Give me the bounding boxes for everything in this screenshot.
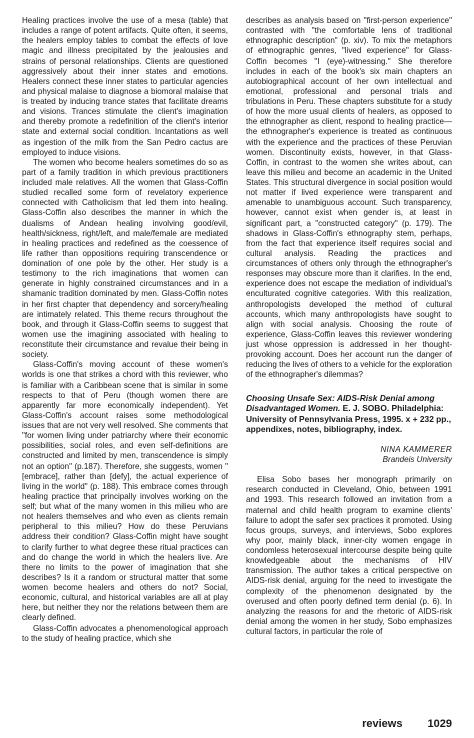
review-citation: E. J. SOBO. Philadelphia: University of Pennsylvania Press, 1995. x + 232 pp., appendixes, notes, bibliography, index. [246, 403, 452, 435]
page-footer [362, 718, 452, 730]
paragraph: Glass-Coffin's moving account of these women's worlds is one that strikes a chord with this reviewer, who is familiar with a Caribbean scene that is similar in some respects to that of Peru (though women there are apparently far more economically independent). Yet Glass-Coffin's account raises some methodological issues that are not very well resolved. She comments that "for women living under patriarchy where their economic possibilities, social roles, and even self-definitions are constructed and limited by men, transcendence is simply not an option" (p.187). Therefore, she suggests, women "[embrace], rather than [defy], the actual experience of living in the world" (p. 188). This embrace comes through healing practice that principally involves working on the self; but what of the many women in this milieu who are not healers themselves and who even as clients remain peripheral to this milieu? How do these Peruvians address their condition? Glass-Coffin might have sought to clarify further to what degree these ritual practices can and do change the world in which the healers live. Are there no limits to the power of imagination that she describes? Is it a random or structural matter that some women become healers and others do not? Social, economic, cultural, and historical variables are all at play here, but neither they nor the relations between them are clearly defined. [22, 360, 228, 623]
left-column [22, 16, 228, 644]
spacer [246, 465, 452, 475]
review-heading [246, 393, 452, 435]
reviewer-block [246, 445, 452, 465]
paragraph: Elisa Sobo bases her monograph primarily on research conducted in Cleveland, Ohio, between 1991 and 1993. This research followed an invitation from a maternal and child health program to examine clients' failure to adopt the safer sex practices it promoted. Using focus groups, surveys, and interviews, Sobo explores why poor, mainly black, inner-city women engage in condomless heterosexual intercourse despite being quite knowledgeable about the mechanisms of HIV transmission. The author takes a critical perspective on AIDS-risk denial, arguing for the need to investigate the complexity of the phenomenon designated by the overused and often poorly defined term denial (p. 6). In analyzing the reasons for and the rhetoric of AIDS-risk denial among the women in her study, Sobo emphasizes cultural factors, in particular the role of [246, 475, 452, 636]
paragraph: The women who become healers sometimes do so as part of a family tradition in which previous practitioners included male relatives. All the women that Glass-Coffin studied recalled some form of revelatory experience connected with Catholicism that led them into healing. Glass-Coffin also describes the manner in which the dualisms of Andean healing involving good/evil, health/sickness, right/left, and male/female are mediated in healing practices and redefined as the coessence of life rather than oppositions requiring transcendence or domination of one pole by the other. Her study is a testimony to the rich imaginations that women can generate in highly constrained circumstances and in a shamanic tradition dominated by men. Glass-Coffin notes in her first chapter that dependency and sorcery/healing are intimately related. This theme recurs throughout the book, and through it Glass-Coffin seems to suggest that women use the imagining associated with healing to reconstitute their circumstance and revalue their being in society. [22, 157, 228, 360]
paragraph: describes as analysis based on "first-person experience" contrasted with "the comfortable lens of traditional ethnographic description" (p. xiv). To mix the metaphors of ethnographic genres, "lived experience" for Glass-Coffin becomes "I (eye)-witnessing." She therefore includes in each of the book's six main chapters an autobiographical account of her own intellectual and emotional, professional and personal trials and tribulations in Peru. These chapters substitute for a study of how the more usual clients of healers, as opposed to the ethnographer as client, respond to healing practice—the ethnographer's experience is treated as continuous with the experience and the practices of these Peruvian women. Discontinuity exists, however, in that Glass-Coffin, in contrast to the women she writes about, can leave this milieu and become an academic in the United States. This structural divergence in social position would not matter if lived experience were transparent and amenable to unambiguous account. Such transparency, however, cannot exist when gender is, at least in significant part, a "constructed category" (p. 179). The shadows in Glass-Coffin's ethnography stem, perhaps, from the fact that experience itself requires social and cultural analysis. Reading the practices and circumstances of others only through the ethnographer's responses may obscure more than it clarifies. In the end, experience does not escape the mediation of individual's enculturated cognitive categories. With this realization, anthropologists developed the method of cultural accounts, which many anthropologists have sought to align with social analysis. Choosing the route of experience, Glass-Coffin leaves this reviewer wondering just whose oppression is addressed in her thought-provoking account. Does her account run the danger of reducing the lives of others to a vehicle for the exploration of the ethnographer's dilemmas? [246, 16, 452, 380]
reviewer-name: NINA KAMMERER [380, 444, 452, 454]
review-book-title: Choosing Unsafe Sex: AIDS-Risk Denial among Disadvantaged Women. [246, 392, 435, 414]
page-number: 1029 [427, 718, 452, 730]
right-column [246, 16, 452, 644]
paragraph: Healing practices involve the use of a mesa (table) that includes a range of potent artifacts. Quite often, it seems, the healers employ tables to combat the effects of love magic and illness precipitated by the jealousies and strains of personal relationships. Clients are questioned aggressively about their inner states and emotions. Healers connect these inner states to particular agencies and physical malaise to diagnose a biomoral malaise that is treated by inducing trance states that facilitate dreams and visions. Trances stimulate the client's imagination and thereby promote a redefinition of the client's interior state and external social condition. Incantations as well as ingestion of the milk from the San Pedro cactus are employed to induce visions. [22, 16, 228, 157]
two-column-body [22, 16, 452, 644]
running-section-label: reviews [362, 718, 403, 730]
reviewer-affiliation: Brandeis University [382, 455, 452, 464]
paragraph: Glass-Coffin advocates a phenomenological approach to the study of healing practice, which she [22, 623, 228, 643]
